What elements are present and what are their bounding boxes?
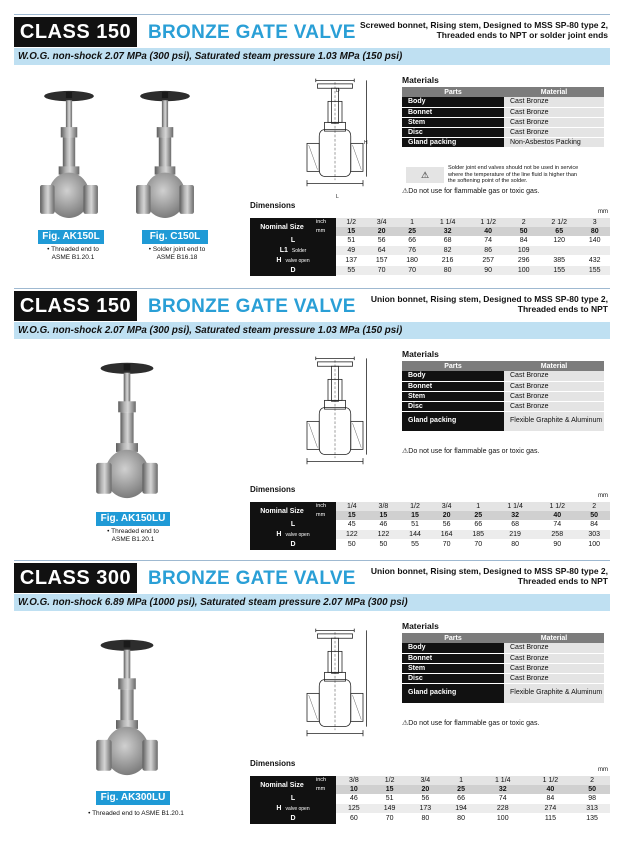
pressure-rating: W.O.G. non-shock 2.07 MPa (300 psi), Saturated steam pressure 1.03 MPa (150 psi) xyxy=(14,322,610,339)
warning-icon: ⚠ xyxy=(402,448,409,455)
valve-photo xyxy=(38,87,100,223)
product-description: Screwed bonnet, Rising stem, Designed to MSS SP-80 type 2, Threaded ends to NPT or solder joint ends xyxy=(360,20,608,40)
pressure-rating: W.O.G. non-shock 2.07 MPa (300 psi), Saturated steam pressure 1.03 MPa (150 psi) xyxy=(14,48,610,65)
valve-photo xyxy=(94,629,160,787)
warning-text: ⚠ Do not use for flammable gas or toxic gas. xyxy=(402,187,540,195)
class-label: CLASS 150 xyxy=(14,17,137,47)
valve-drawing xyxy=(300,73,370,191)
materials-table: Materials Parts Material Body Cast Bronze Bonnet Cast Bronze Stem Cast Bronze Disc Cast Bronze Gland packing Non-Asbestos Packing xyxy=(402,75,604,148)
fig-note: • Threaded end to ASME B1.20.1 xyxy=(107,528,159,543)
warning-icon: ⚠ xyxy=(402,720,409,727)
valve-drawing xyxy=(300,351,370,469)
fig-note: • Solder joint end to ASME B16.18 xyxy=(148,246,206,261)
product-title: BRONZE GATE VALVE xyxy=(148,568,356,589)
warning-icon: ⚠ xyxy=(402,188,409,195)
section-ak150lu xyxy=(14,288,610,559)
warning-text: ⚠ Do not use for flammable gas or toxic gas. xyxy=(402,447,540,455)
section-ak150l xyxy=(14,14,610,285)
product-title: BRONZE GATE VALVE xyxy=(148,22,356,43)
fig-label: Fig. AK300LU xyxy=(96,791,170,805)
product-description: Union bonnet, Rising stem, Designed to MSS SP-80 type 2, Threaded ends to NPT xyxy=(370,294,608,314)
materials-table: Materials Parts Material Body Cast Bronze Bonnet Cast Bronze Stem Cast Bronze Disc Cast Bronze Gland packing Flexible Graphite & Aluminum xyxy=(402,621,604,704)
class-label: CLASS 150 xyxy=(14,291,137,321)
valve-drawing xyxy=(300,623,370,741)
fig-note: • Threaded end to ASME B1.20.1 xyxy=(47,246,99,261)
fig-label: Fig. AK150LU xyxy=(96,512,170,526)
product-title: BRONZE GATE VALVE xyxy=(148,296,356,317)
section-header xyxy=(14,14,610,48)
fig-label: Fig. AK150L xyxy=(38,230,104,244)
pressure-rating: W.O.G. non-shock 6.89 MPa (1000 psi), Saturated steam pressure 2.07 MPa (300 psi) xyxy=(14,594,610,611)
valve-photo xyxy=(94,357,160,505)
dimensions-table: Dimensions mm Nominal Size inch 1/2 3/4 1 1 1/4 1 1/2 2 2 1/2 3 mm 15 20 25 32 40 50 65 80 L 51 56 66 68 74 84 120 140 L1 Solder 49 64 76 82 86 109 H valve open 137 157 180 216 257 296 385 432 D 55 70 70 80 90 100 155 155 xyxy=(250,201,608,274)
class-label: CLASS 300 xyxy=(14,563,137,593)
warning-text: ⚠ Do not use for flammable gas or toxic gas. xyxy=(402,719,540,727)
dimensions-table: Dimensions mm Nominal Size inch 3/8 1/2 3/4 1 1 1/4 1 1/2 2 mm 10 15 20 25 32 40 50 L 46 51 56 66 74 84 98 H valve open 125 149 173 194 228 274 313 D 60 70 80 80 100 115 135 xyxy=(250,759,608,822)
drawing-label-d: D xyxy=(336,88,340,94)
valve-photo xyxy=(134,87,196,223)
warning-icon: ⚠ xyxy=(406,167,444,183)
dimensions-table: Dimensions mm Nominal Size inch 1/4 3/8 1/2 3/4 1 1 1/4 1 1/2 2 mm 15 15 15 20 25 32 40 50 L 45 46 51 56 66 68 74 84 H valve open 122 122 144 164 185 219 258 303 D 50 50 55 70 70 80 90 100 xyxy=(250,485,608,548)
section-header xyxy=(14,560,610,594)
fig-label: Fig. C150L xyxy=(142,230,208,244)
drawing-label-l: L xyxy=(336,194,339,200)
section-ak300lu xyxy=(14,560,610,831)
product-description: Union bonnet, Rising stem, Designed to MSS SP-80 type 2, Threaded ends to NPT xyxy=(370,566,608,586)
fig-note: • Threaded end to ASME B1.20.1 xyxy=(88,810,184,817)
materials-table: Materials Parts Material Body Cast Bronze Bonnet Cast Bronze Stem Cast Bronze Disc Cast Bronze Gland packing Flexible Graphite & Aluminum xyxy=(402,349,604,432)
drawing-label-h: H xyxy=(364,140,368,146)
section-header xyxy=(14,288,610,322)
solder-note: ⚠ Solder joint end valves should not be used in service where the temperature of the line fluid is higher than the softening point of the solder. xyxy=(406,165,610,185)
